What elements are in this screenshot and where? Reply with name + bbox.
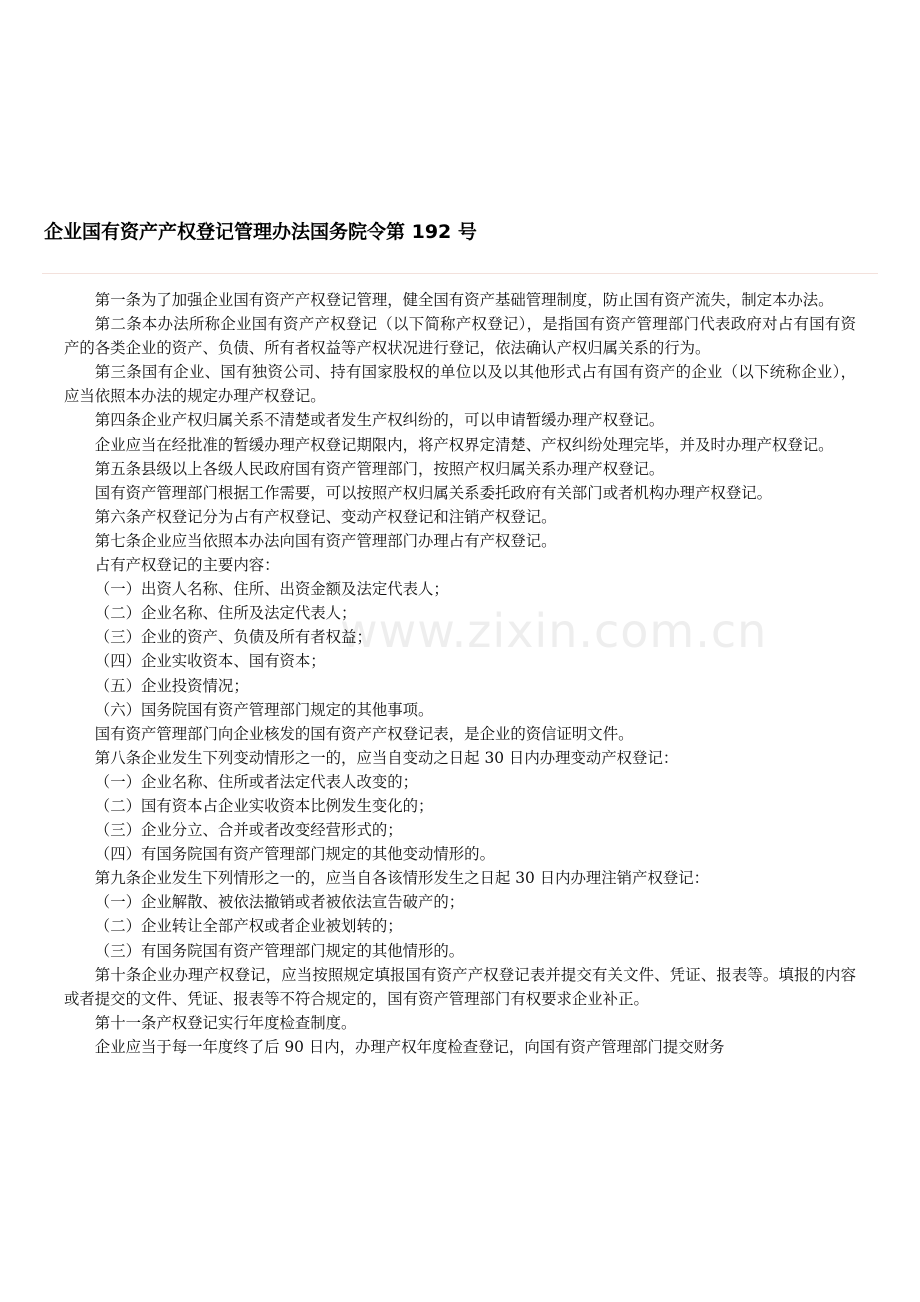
list-item: （五）企业投资情况； [94,676,249,695]
article-2-paragraph: 第二条本办法所称企业国有资产产权登记（以下简称产权登记），是指国有资产管理部门代表政府对占有国有资产的各类企业的资产、负债、所有者权益等产权状况进行登记，依法确认产权归属关系的行为。 [64,315,856,358]
list-item: （三）企业的资产、负债及所有者权益； [94,628,372,647]
list-item: （四）企业实收资本、国有资本； [94,652,326,671]
article-4-paragraph: 第四条企业产权归属关系不清楚或者发生产权纠纷的，可以申请暂缓办理产权登记。 [94,411,665,430]
article-6-paragraph: 第六条产权登记分为占有产权登记、变动产权登记和注销产权登记。 [94,507,557,526]
article-9-paragraph: 第九条企业发生下列情形之一的，应当自各该情形发生之日起 30 日内办理注销产权登记： [94,869,710,888]
list-item: （三）有国务院国有资产管理部门规定的其他情形的。 [94,941,465,960]
body-paragraph: 企业应当在经批准的暂缓办理产权登记期限内，将产权界定清楚、产权纠纷处理完毕，并及时办理产权登记。 [94,435,834,454]
document-title: 企业国有资产产权登记管理办法国务院令第 192 号 [44,221,477,243]
list-item: （二）企业转让全部产权或者企业被划转的； [94,917,403,936]
article-5-paragraph: 第五条县级以上各级人民政府国有资产管理部门，按照产权归属关系办理产权登记。 [94,459,665,478]
document-body [64,288,856,1059]
body-paragraph: 企业应当于每一年度终了后 90 日内，办理产权年度检查登记，向国有资产管理部门提交财务 [94,1037,725,1056]
list-item: （三）企业分立、合并或者改变经营形式的； [94,821,403,840]
title-divider [42,273,878,274]
article-11-paragraph: 第十一条产权登记实行年度检查制度。 [94,1013,357,1032]
list-item: （一）出资人名称、住所、出资金额及法定代表人； [94,580,449,599]
article-3-paragraph: 第三条国有企业、国有独资公司、持有国家股权的单位以及以其他形式占有国有资产的企业（以下统称企业），应当依照本办法的规定办理产权登记。 [64,363,856,406]
body-paragraph: 国有资产管理部门根据工作需要，可以按照产权归属关系委托政府有关部门或者机构办理产权登记。 [94,483,772,502]
body-paragraph: 国有资产管理部门向企业核发的国有资产产权登记表，是企业的资信证明文件。 [94,724,634,743]
list-item: （六）国务院国有资产管理部门规定的其他事项。 [94,700,434,719]
list-item: （二）企业名称、住所及法定代表人； [94,604,357,623]
article-1-paragraph: 第一条为了加强企业国有资产产权登记管理，健全国有资产基础管理制度，防止国有资产流失，制定本办法。 [94,291,834,309]
article-10-paragraph: 第十条企业办理产权登记，应当按照规定填报国有资产产权登记表并提交有关文件、凭证、报表等。填报的内容或者提交的文件、凭证、报表等不符合规定的，国有资产管理部门有权要求企业补正。 [64,965,856,1008]
body-paragraph: 占有产权登记的主要内容： [94,556,280,575]
list-item: （二）国有资本占企业实收资本比例发生变化的； [94,796,434,815]
list-item: （一）企业名称、住所或者法定代表人改变的； [94,772,419,791]
article-8-paragraph: 第八条企业发生下列变动情形之一的，应当自变动之日起 30 日内办理变动产权登记： [94,748,679,767]
list-item: （四）有国务院国有资产管理部门规定的其他变动情形的。 [94,845,495,864]
watermark: www.zixin.com.cn [340,604,768,658]
list-item: （一）企业解散、被依法撤销或者被依法宣告破产的； [94,893,465,912]
article-7-paragraph: 第七条企业应当依照本办法向国有资产管理部门办理占有产权登记。 [94,531,557,550]
